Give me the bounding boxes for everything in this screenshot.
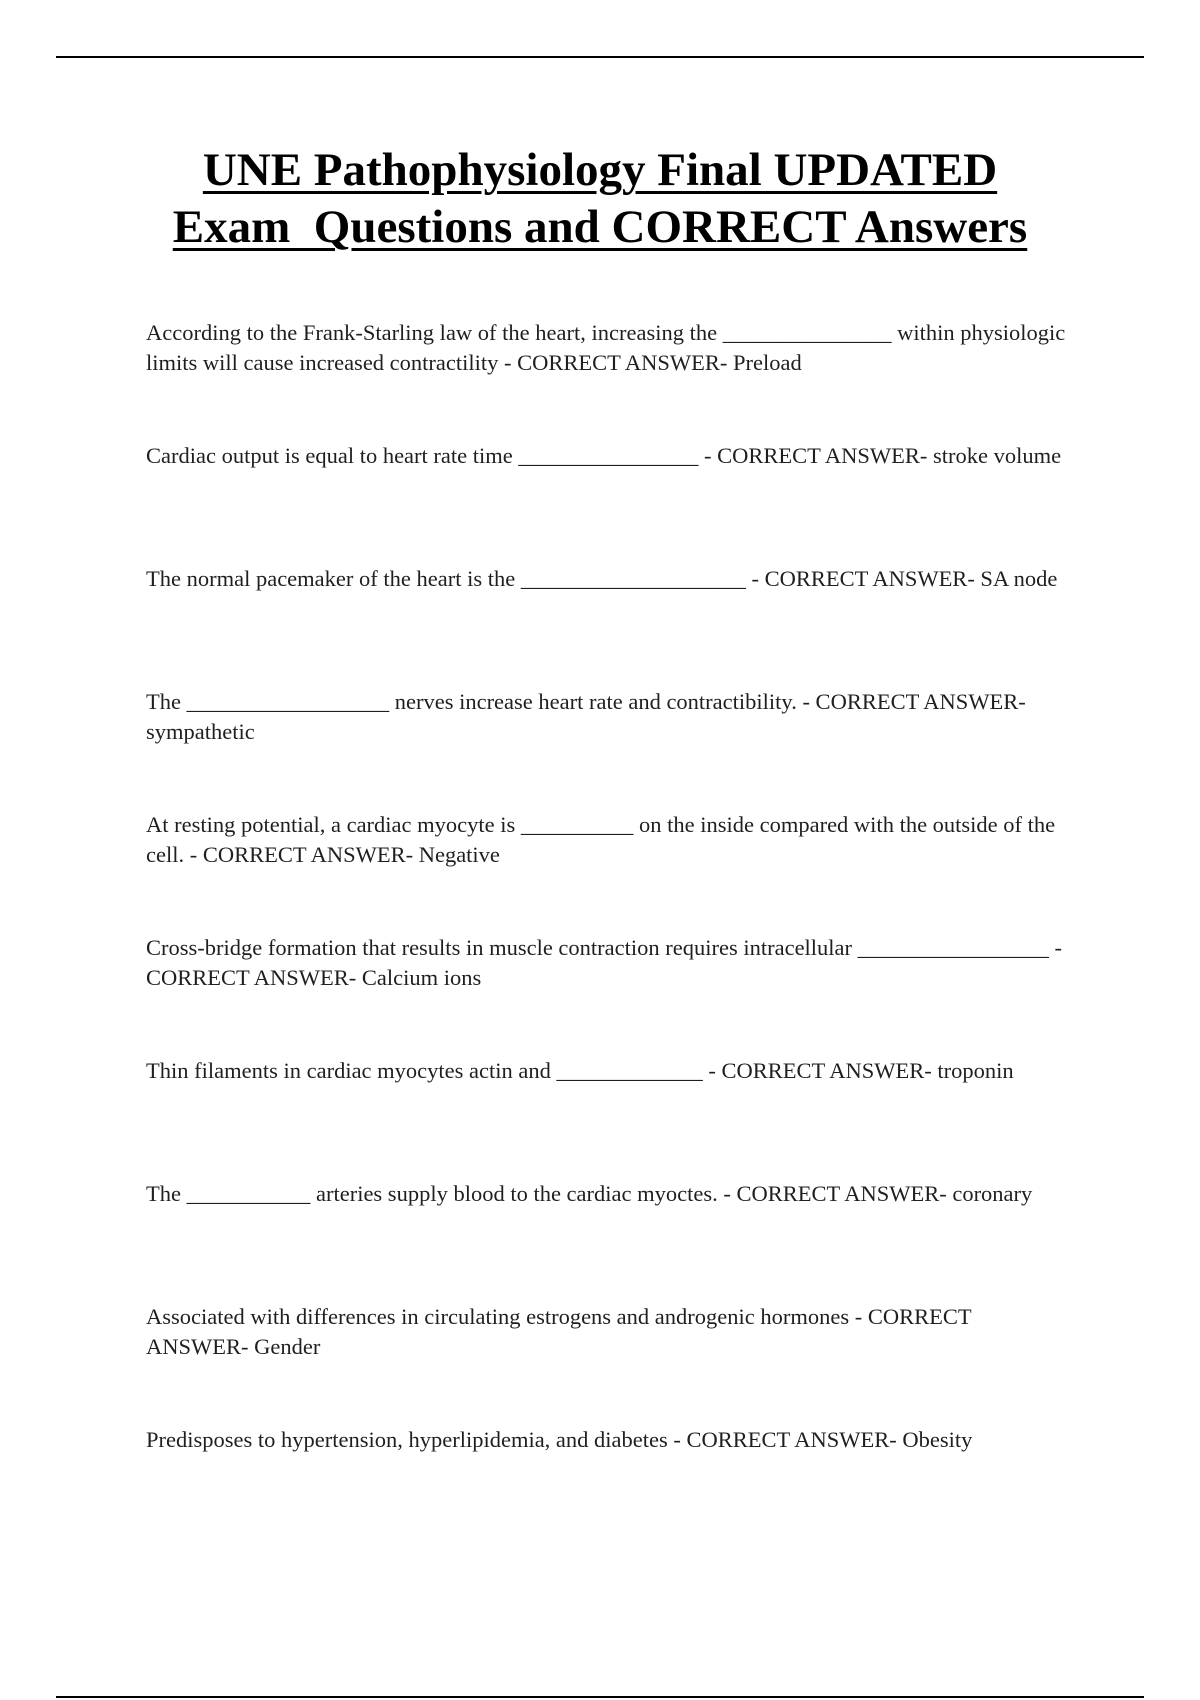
qa-item: The normal pacemaker of the heart is the ____________________ - CORRECT ANSWER- SA node: [146, 566, 1058, 591]
page-title: [0, 142, 1200, 256]
qa-list: [146, 318, 1066, 1548]
qa-item: At resting potential, a cardiac myocyte is __________ on the inside compared with the outside of the cell. - CORRECT ANSWER- Negative: [146, 812, 1056, 867]
qa-item: Cardiac output is equal to heart rate time ________________ - CORRECT ANSWER- stroke volume: [146, 443, 1062, 468]
title-line-1: UNE Pathophysiology Final UPDATED: [202, 144, 998, 196]
qa-item: The __________________ nerves increase heart rate and contractibility. - CORRECT ANSWER- sympathetic: [146, 689, 1026, 744]
title-line-2: Exam Questions and CORRECT Answers: [172, 201, 1028, 253]
qa-item: The ___________ arteries supply blood to the cardiac myoctes. - CORRECT ANSWER- coronary: [146, 1181, 1033, 1206]
qa-item: Thin filaments in cardiac myocytes actin and _____________ - CORRECT ANSWER- troponin: [146, 1058, 1014, 1083]
qa-item: Predisposes to hypertension, hyperlipidemia, and diabetes - CORRECT ANSWER- Obesity: [146, 1427, 973, 1452]
qa-item: Associated with differences in circulating estrogens and androgenic hormones - CORRECT ANSWER- Gender: [146, 1304, 972, 1359]
top-divider: [56, 56, 1144, 58]
qa-item: According to the Frank-Starling law of the heart, increasing the _______________ within physiologic limits will cause increased contractility - CORRECT ANSWER- Preload: [146, 320, 1066, 375]
bottom-divider: [56, 1696, 1144, 1698]
qa-item: Cross-bridge formation that results in muscle contraction requires intracellular _________________ - CORRECT ANSWER- Calcium ions: [146, 935, 1063, 990]
